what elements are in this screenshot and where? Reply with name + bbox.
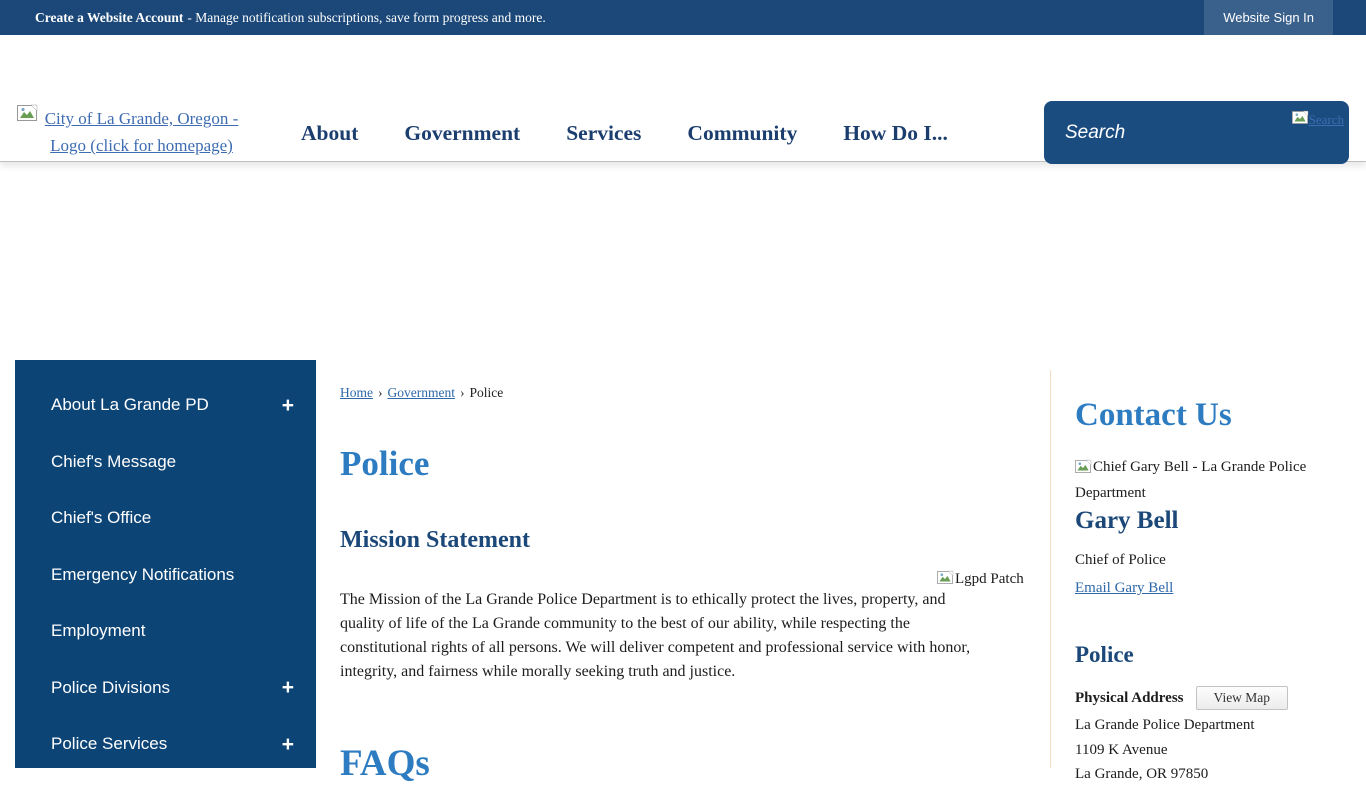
address-block xyxy=(1075,713,1350,787)
broken-image-icon xyxy=(937,571,953,589)
sidebar-item-label: Police Divisions xyxy=(51,677,171,697)
chief-name: Gary Bell xyxy=(1075,507,1179,534)
address-line: La Grande Police Department xyxy=(1075,717,1255,733)
sidebar-item-employment[interactable] xyxy=(15,603,316,660)
create-account-link[interactable] xyxy=(35,0,546,35)
sidebar-item-label: Employment xyxy=(51,621,146,641)
breadcrumb-separator: › xyxy=(459,385,465,400)
physical-address-label: Physical Address xyxy=(1075,689,1184,706)
chief-photo-image xyxy=(1075,455,1345,505)
lgpd-patch-alt-text: Lgpd Patch xyxy=(955,571,1024,587)
main-navigation xyxy=(301,70,948,196)
nav-government[interactable]: Government xyxy=(404,120,521,145)
physical-address-row xyxy=(1075,686,1350,710)
page-title: Police xyxy=(340,444,430,483)
faqs-heading: FAQs xyxy=(340,743,430,784)
broken-image-icon xyxy=(1075,457,1091,481)
sidebar-item-label: About La Grande PD xyxy=(51,395,209,415)
mission-statement-heading: Mission Statement xyxy=(340,527,530,553)
top-utility-bar xyxy=(0,0,1366,35)
create-account-description: - Manage notification subscriptions, save form progress and more. xyxy=(187,9,546,25)
search-box xyxy=(1044,101,1349,164)
nav-community[interactable]: Community xyxy=(687,120,798,145)
site-logo-link[interactable] xyxy=(17,105,239,159)
breadcrumb-current-page: Police xyxy=(469,385,504,400)
sidebar-item-chiefs-office[interactable] xyxy=(15,490,316,547)
police-contact-heading: Police xyxy=(1075,642,1134,667)
sidebar-item-police-services[interactable] xyxy=(15,716,316,773)
breadcrumb-government[interactable]: Government xyxy=(387,385,455,400)
left-sidebar-menu xyxy=(15,360,316,768)
site-header xyxy=(0,35,1366,161)
create-account-label[interactable]: Create a Website Account xyxy=(35,9,184,25)
breadcrumb-separator: › xyxy=(378,385,383,400)
website-sign-in-button[interactable]: Website Sign In xyxy=(1204,0,1333,35)
breadcrumb-home[interactable]: Home xyxy=(340,385,373,400)
email-chief-link[interactable]: Email Gary Bell xyxy=(1075,580,1174,596)
content-divider xyxy=(1050,370,1051,768)
view-map-button[interactable]: View Map xyxy=(1196,686,1289,710)
sidebar-item-chiefs-message[interactable] xyxy=(15,434,316,491)
mission-statement-body: The Mission of the La Grande Police Department is to ethically protect the lives, property, and quality of life of the La Grande community to the best of our ability, while respecting the constitutional rights of all persons. We will deliver competent and professional service with honor, integrity, and fairness while morally seeking truth and justice. xyxy=(340,591,971,680)
expand-plus-icon[interactable]: + xyxy=(281,732,294,756)
sidebar-item-label: Chief's Office xyxy=(51,508,152,528)
sidebar-item-label: Chief's Message xyxy=(51,451,177,471)
broken-image-icon xyxy=(1292,111,1308,128)
contact-us-heading: Contact Us xyxy=(1075,397,1232,433)
search-input[interactable] xyxy=(1065,101,1265,164)
nav-about[interactable]: About xyxy=(301,120,359,145)
sidebar-item-label: Police Services xyxy=(51,734,168,754)
broken-image-icon xyxy=(17,105,37,159)
sidebar-item-police-divisions[interactable] xyxy=(15,660,316,717)
nav-how-do-i[interactable]: How Do I... xyxy=(843,120,948,145)
chief-photo-alt-text: Chief Gary Bell - La Grande Police Department xyxy=(1075,459,1307,501)
chief-role: Chief of Police xyxy=(1075,552,1166,568)
breadcrumb xyxy=(340,385,503,401)
expand-plus-icon[interactable]: + xyxy=(281,676,294,700)
sidebar-item-emergency-notifications[interactable] xyxy=(15,547,316,604)
address-line: La Grande, OR 97850 xyxy=(1075,766,1209,782)
address-line: 1109 K Avenue xyxy=(1075,741,1168,758)
search-submit-link[interactable] xyxy=(1292,111,1344,128)
sidebar-item-label: Emergency Notifications xyxy=(51,564,235,584)
sidebar-item-about-la-grande-pd[interactable] xyxy=(15,377,316,434)
expand-plus-icon[interactable]: + xyxy=(281,393,294,417)
search-submit-label: Search xyxy=(1308,111,1344,127)
nav-services[interactable]: Services xyxy=(566,120,642,145)
lgpd-patch-image xyxy=(937,571,1024,589)
logo-alt-text: City of La Grande, Oregon - Logo (click for homepage) xyxy=(44,109,239,155)
